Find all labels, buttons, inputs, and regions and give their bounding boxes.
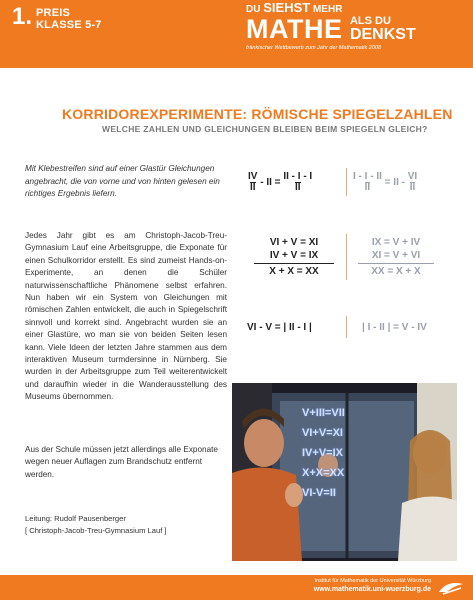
prize-text [36,7,102,31]
grade-label: KLASSE 5-7 [36,19,102,31]
glass-eq-2: VI+V=XI [302,427,343,439]
eq2-line-1: VI + V = XI [269,237,319,248]
glass-eq-1: V+III=VII [302,407,345,419]
equation-2-mirror [358,236,434,278]
footer-banner [0,575,473,600]
equation-1 [248,172,312,193]
brand-line-2 [246,16,468,43]
eq1-frac1-bottom: II [249,182,256,193]
page-subtitle: WELCHE ZAHLEN UND GLEICHUNGEN BLEIBEN BEIM SPIEGELN GLEICH? [102,124,428,134]
eq2-line-2: IV + V = IX [269,250,319,261]
brand-subtitle: fränkischer Wettbewerb zum Jahr der Mathematik 2008 [246,45,382,51]
mirror-divider-1 [346,168,347,196]
eq1-frac2-top: II - I - I [283,171,313,182]
prize-number: 1. [12,3,33,30]
eq2-mirror-line-2: XI = V + VI [371,250,421,261]
intro-paragraph: Mit Klebestreifen sind auf einer Glastür Gleichungen angebracht, die von vorne und von hinten gelesen ein richtiges Ergebnis liefern. [25,164,220,198]
eq2-mirror-sum: XX = X + X [371,266,421,277]
body-paragraph: Jedes Jahr gibt es am Christoph-Jacob-Treu-Gymnasium Lauf eine Arbeitsgruppe, die Exponate für einen Schulkorridor erstellt. Es sind zumeist Hands-on-Experimente, an denen die Schüler naturwissenschaftliche Phänomene selbst erfahren. Nun haben wir ein System von Gleichungen mit römischen Zahlen entwickelt, die auch in Spiegelschrift sinnvoll und korrekt sind. Angebracht wurden sie an einer Glastüre, wo man sie von beiden Seiten lesen kann. Viele Ideen der letzten Jahre stammen aus dem interaktiven Museum turmdersinne in Nürnberg. Sie wurden in der Arbeitsgruppe zum Teil weiterentwickelt und daraufhin wieder in die Wanderausstellung des Museums übernommen. [25,231,227,402]
eq1-mirror-operator: = II - [384,177,405,189]
equation-3: VI - V = | II - I | [247,322,312,333]
eq1-operator: - II = [260,177,281,189]
eq1-fraction-1 [248,172,257,193]
eq1-frac1-top: IV [248,171,258,182]
header-banner [0,0,473,68]
credit-leader: Leitung: Rudolf Pausenberger [25,514,126,523]
eq1-frac2-bottom: II [294,182,301,193]
eq1-mirror-frac1-top: I - I - II [353,171,382,182]
eq1-mirror-fraction-2 [408,172,417,193]
mirror-divider-2 [346,234,347,280]
brand-mathe: MATHE [246,14,343,44]
glass-eq-5: VI-V=II [302,487,336,499]
brand-siehst: SIEHST [263,0,311,15]
equation-1-mirror [353,172,417,193]
glass-eq-4: X+X=XX [302,467,345,479]
glass-equations [302,403,345,503]
equation-2 [254,236,334,278]
eq1-mirror-fraction-1 [353,172,382,193]
eq2-mirror-line-1: IX = V + IV [371,237,421,248]
brand-du: DU [246,4,264,15]
equation-3-mirror: | I - II | = V - IV [362,322,427,333]
eq2-sum-rule [254,263,334,264]
brand-denkst: DENKST [349,26,416,43]
eq1-mirror-frac2-bottom: II [409,182,416,193]
photo-glass-door [232,383,457,561]
prize-word: PREIS [36,7,71,19]
eq1-mirror-frac1-bottom: II [364,182,371,193]
footer-institute: Institut für Mathematik der Universität Würzburg [314,578,431,584]
brand-mehr: MEHR [310,4,343,15]
brand-als-du: ALS DU [349,15,391,27]
glass-eq-3: IV+V=IX [302,447,343,459]
eq2-mirror-sum-rule [358,263,434,264]
eq2-sum: X + X = XX [269,266,319,277]
prize-block [12,4,102,31]
mirror-divider-3 [346,316,347,338]
eq1-mirror-frac2-top: VI [407,171,418,182]
outro-paragraph: Aus der Schule müssen jetzt allerdings alle Exponate wegen neuer Auflagen zum Brandschutz entfernt werden. [25,445,218,479]
eq1-fraction-2 [283,172,312,193]
footer-url: www.mathematik.uni-wuerzburg.de [313,586,431,593]
university-logo-icon [437,578,465,596]
credit-school: [ Christoph-Jacob-Treu-Gymnasium Lauf ] [25,526,167,535]
competition-logo [246,2,468,51]
credit-block [25,513,225,537]
page-title: KORRIDOREXPERIMENTE: RÖMISCHE SPIEGELZAHLEN [62,106,453,122]
